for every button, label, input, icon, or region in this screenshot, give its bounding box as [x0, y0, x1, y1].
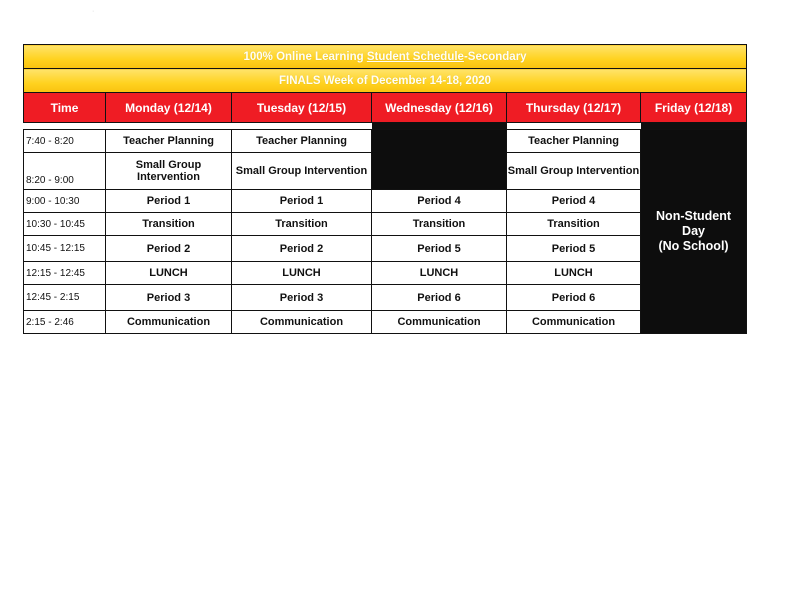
title-prefix: 100% Online Learning — [243, 50, 367, 63]
friday-note-cell — [641, 130, 747, 334]
tuesday-cell: Small Group Intervention — [232, 153, 372, 190]
schedule-sheet — [23, 44, 746, 334]
spacer-cell-blocked — [641, 123, 747, 130]
time-cell: 12:45 - 2:15 — [24, 285, 106, 311]
tuesday-cell: LUNCH — [232, 262, 372, 285]
spacer-cell — [24, 123, 106, 130]
tuesday-cell: Transition — [232, 213, 372, 236]
header-wednesday: Wednesday (12/16) — [372, 93, 507, 123]
table-row — [24, 130, 747, 153]
table-row — [24, 311, 747, 334]
monday-cell: Small Group Intervention — [106, 153, 232, 190]
time-cell: 2:15 - 2:46 — [24, 311, 106, 334]
thursday-cell: Period 6 — [507, 285, 641, 311]
thursday-cell: Small Group Intervention — [507, 153, 641, 190]
friday-note-line3: (No School) — [658, 239, 729, 253]
wednesday-cell: Period 5 — [372, 236, 507, 262]
table-row — [24, 236, 747, 262]
wednesday-cell: Communication — [372, 311, 507, 334]
thursday-cell: Communication — [507, 311, 641, 334]
thursday-cell: LUNCH — [507, 262, 641, 285]
title-suffix: -Secondary — [463, 50, 527, 63]
tuesday-cell: Period 1 — [232, 190, 372, 213]
time-cell: 7:40 - 8:20 — [24, 130, 106, 153]
tuesday-cell: Period 2 — [232, 236, 372, 262]
thursday-cell: Period 4 — [507, 190, 641, 213]
table-row — [24, 190, 747, 213]
monday-cell: LUNCH — [106, 262, 232, 285]
wednesday-cell: Period 6 — [372, 285, 507, 311]
monday-cell: Communication — [106, 311, 232, 334]
table-row — [24, 213, 747, 236]
header-row — [24, 93, 747, 123]
schedule-table — [23, 44, 747, 334]
title-underlined: Student Schedule — [366, 50, 464, 63]
spacer-cell — [232, 123, 372, 130]
wednesday-cell: LUNCH — [372, 262, 507, 285]
tuesday-cell: Teacher Planning — [232, 130, 372, 153]
spacer-cell — [106, 123, 232, 130]
thursday-cell: Teacher Planning — [507, 130, 641, 153]
wednesday-cell: Transition — [372, 213, 507, 236]
time-cell: 9:00 - 10:30 — [24, 190, 106, 213]
tuesday-cell: Communication — [232, 311, 372, 334]
monday-cell: Period 3 — [106, 285, 232, 311]
wednesday-blocked-cell — [372, 130, 507, 190]
thursday-cell: Period 5 — [507, 236, 641, 262]
spacer-cell-blocked — [372, 123, 507, 130]
tuesday-cell: Period 3 — [232, 285, 372, 311]
friday-note-line1: Non-Student — [656, 209, 732, 223]
monday-cell: Period 2 — [106, 236, 232, 262]
friday-note-line2: Day — [682, 224, 705, 238]
time-cell: 10:45 - 12:15 — [24, 236, 106, 262]
thursday-cell: Transition — [507, 213, 641, 236]
header-tuesday: Tuesday (12/15) — [232, 93, 372, 123]
header-monday: Monday (12/14) — [106, 93, 232, 123]
monday-cell: Period 1 — [106, 190, 232, 213]
monday-cell: Transition — [106, 213, 232, 236]
wednesday-cell: Period 4 — [372, 190, 507, 213]
schedule-title — [24, 45, 747, 69]
header-friday: Friday (12/18) — [641, 93, 747, 123]
schedule-subtitle: FINALS Week of December 14-18, 2020 — [24, 69, 747, 93]
monday-cell: Teacher Planning — [106, 130, 232, 153]
header-thursday: Thursday (12/17) — [507, 93, 641, 123]
spacer-cell — [507, 123, 641, 130]
title-banner — [24, 45, 747, 69]
header-time: Time — [24, 93, 106, 123]
time-cell: 10:30 - 10:45 — [24, 213, 106, 236]
table-row — [24, 285, 747, 311]
scan-speck: · — [92, 8, 95, 15]
time-cell: 8:20 - 9:00 — [24, 153, 106, 190]
time-cell: 12:15 - 12:45 — [24, 262, 106, 285]
spacer-row — [24, 123, 747, 130]
subtitle-banner — [24, 69, 747, 93]
table-row — [24, 262, 747, 285]
